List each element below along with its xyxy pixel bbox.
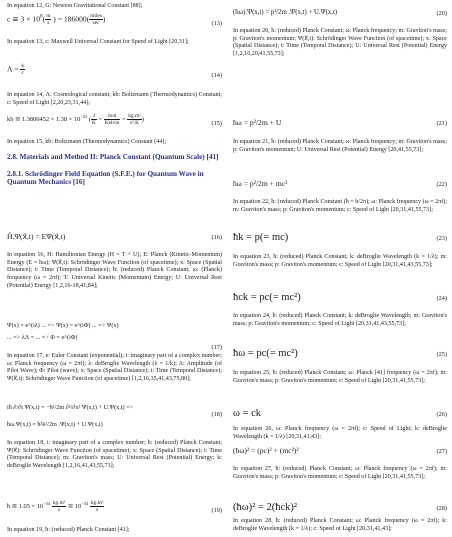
- equation-22: ħω = p²/2m + mc² (22): [233, 179, 447, 188]
- equation-number: (24): [436, 295, 447, 302]
- paragraph: In equation 13, c: Maxwell Universal Constant for Speed of Light [20,31];: [7, 39, 189, 45]
- paragraph: In equation 18, i: imaginary part of a complex number; ħ: (reduced) Planck Constant; Ψ(x⃗): Schrödinger Wave Function (of spacetime); x: Space (Spatial Distance); t: Time (Temporal Distance); m: Graviton's mass; U: Universal Rest (Potential) Energy; k: deBroglie Wavelength [1,2,16,41,43,55,73];: [7, 440, 222, 470]
- equation-number: (27): [436, 448, 447, 455]
- equation-28: (ħω)² = 2(ħck)² (28): [233, 502, 447, 513]
- equation-number: (17): [211, 344, 222, 351]
- equation-18-number-row: [7, 410, 222, 419]
- paragraph: In equation 25, ħ: (reduced) Planck Constant; ω: Planck [41] frequency (ω = 2πf); m: Graviton's mass; p: Graviton's momentum; c: Speed of Light [20,31,41,55,73];: [233, 370, 447, 384]
- equation-20: (ħω).Ψ(x,t) = p²/2m .Ψ(x,t) + U.Ψ(x,t) (20): [233, 9, 447, 17]
- paragraph: In equation 15, kb: Boltzmann (Thermodynamics) Constant [44];: [7, 139, 167, 145]
- equation-27: (ħω)² = (pc)² + (mc²)² (27): [233, 446, 447, 455]
- paragraph: In equation 12, G: Newton Gravitational Constant [88];: [7, 3, 143, 9]
- equation-number: (19): [211, 507, 222, 514]
- paragraph: In equation 23, ħ: (reduced) Planck Constant; k: deBroglie Wavelength (k = 1/λ); m: Graviton's mass; p: Graviton's momentum; c: Speed of Light [20,31,41,43,55,73];: [233, 254, 447, 268]
- fraction: $\frac{k}{c}$: [21, 63, 25, 76]
- equation-18-line-2: ħω.Ψ(x,t) = ħ²k²/2m .Ψ(x,t) + U.Ψ(x,t): [7, 421, 103, 428]
- paragraph: In equation 19, ħ: (reduced) Planck Constant [41];: [7, 527, 130, 533]
- equation-21: ħω = p²/2m + U (21): [233, 118, 447, 127]
- equation-number: (15): [211, 120, 222, 127]
- equation-number: (28): [436, 505, 447, 512]
- paragraph: In equation 27, ħ: (reduced) Planck Constant; ω: Planck frequency (ω = 2πf); m: Graviton's mass; p: Graviton's momentum; c: Speed of Light [20,31,41,55,73];: [233, 466, 447, 480]
- equation-number: (25): [436, 351, 447, 358]
- equation-17-line-2: ... => λΛ = ... => Φ = e^(iΦ): [7, 334, 78, 341]
- equation-17-number-row: [7, 343, 222, 352]
- section-heading: 2.8. Materials and Method II: Planck Constant (Quantum Scale) [41]: [7, 153, 219, 161]
- equation-number: (22): [436, 181, 447, 188]
- equation-number: (13): [211, 20, 222, 27]
- paragraph: In equation 28, ħ: (reduced) Planck Constant; ω: Planck frequency (ω = 2πf); k: deBroglie Wavelength (k = 1/λ); c: Speed of Light [20,31,41,43];: [233, 518, 447, 532]
- paragraph: In equation 21, ħ: (reduced) Planck Constant; ω: Planck frequency; m: Graviton's mass; p: Graviton's momentum; U: Universal Rest (Potential) Energy [20,41,55,73];: [233, 139, 447, 153]
- equation-number: (18): [211, 411, 222, 418]
- paragraph: In equation 22, ħ: (reduced) Planck Constant (ħ = h/2π); ω: Planck frequency (ω = 2πf); m: Graviton's mass; p: Graviton's momentum; c: Speed of Light [20,31,41,55,73];: [233, 199, 447, 213]
- subsection-heading: 2.8.1. Schrödinger Field Equation (S.F.E.) for Quantum Wave in Quantum Mechanics [16]: [7, 170, 204, 187]
- paragraph: In equation 17, e: Euler Constant (exponential); i: imaginary part of a complex number; ω: Planck frequency (ω = 2πf); λ: deBroglie Wavelength (λ = 1/k); A: Amplitude (of Pilot Wave); Φ: Pilot (wave); x: Space (Spatial Distance); t: Time (Temporal Distance); Ψ(x⃗,t): Schrödinger Wave Function (of spacetime) [1,2,16,35,41,43,75,80];: [7, 353, 222, 383]
- equation-17-line-1: Ψ(x) = e^(iλ) ... => Ψ(x) = e^(iΦ) ... => Ψ(x): [7, 322, 119, 329]
- equation-16: Ĥ.Ψ(x⃗,t) = EΨ(x⃗,t) (16): [7, 232, 222, 241]
- equation-number: (20): [436, 10, 447, 17]
- equation-24: ħck = pc(= mc²) (24): [233, 292, 447, 303]
- equation-25: ħω = pc(= mc²) (25): [233, 348, 447, 359]
- equation-number: (26): [436, 411, 447, 418]
- paragraph: In equation 26, ω: Planck frequency (ω = 2πf); c: Speed of Light; k: deBroglie Wavelength (k = 1/λ) [20,31,41,43];: [233, 426, 447, 440]
- equation-number: (14): [211, 72, 222, 79]
- fraction: $\frac{m}{s}$: [46, 13, 51, 26]
- equation-number: (16): [211, 234, 222, 241]
- equation-23: ħk = p(= mc) (23): [233, 232, 447, 243]
- equation-26: ω = ck (26): [233, 408, 447, 419]
- fraction: $\frac{\text{miles}}{\sec}$: [90, 13, 102, 26]
- equation-14: Λ = $\frac{k}{c}$ (14): [7, 63, 222, 79]
- equation-number: (23): [436, 235, 447, 242]
- paragraph: In equation 20, ħ: (reduced) Planck Constant; ω: Planck frequency; m: Graviton's mass; p: Graviton's momentum; Ψ(x⃗,t): Schrödinger Wave Function (of spacetime); x: Space (Spatial Distance); t: Time (Temporal Distance); U: Universal Rest (Potential) Energy [1,2,16,20,41,55,73];: [233, 28, 447, 58]
- equation-18-line-1: iħ ∂/∂t Ψ(x,t) = −ħ²/2m ∂²/∂x² Ψ(x,t) + U.Ψ(x,t) =>: [7, 404, 134, 411]
- equation-number: (21): [436, 120, 447, 127]
- equation-13: c ≅ $3 \times 10^8$( $\frac{m}{s}$ ) = 186000( $\frac{\text{miles}}{\sec}$ ) (13): [7, 13, 222, 27]
- equation-15: kb ≅ $1.3806452 \times 1.38 \times 10^{-23}$ ( $\frac{J}{K}$ = $\frac{\text{Joul}}{\text{Kelvin}}$ = $\frac{\text{kg.m²}}{\text{s².K}}$ ) (15): [7, 113, 222, 127]
- paragraph: In equation 24, ħ: (reduced) Planck Constant; k: deBroglie Wavelength; m: Graviton's mass; p: Graviton's momentum; c: Speed of Light [20,31,41,43,55,73];: [233, 313, 447, 327]
- paragraph: In equation 14, Λ: Cosmological constant; kb: Boltzmann (Thermodynamics) Constant; c: Speed of Light [2,20,23,31,44];: [7, 92, 222, 106]
- paragraph: In equation 16, H: Hamiltonian Energy (H = T + U); E: Planck (Kinetic-Momentum) Energy (E = ħω); Ψ(x⃗,t): Schrödinger Wave Function (of spacetime); x: Space (Spatial Distance); t: Time (Temporal Distance); ħ: (reduced) Planck Constant; ω: (Planck) frequency (ω = 2πf); T: Universal Kinetic (Momentum) Energy; U: Universal Rest (Potential) Energy [1,2,16-18,41,84];: [7, 252, 222, 289]
- equation-19: ħ ≅ $1.05 \times 10^{-34}$ $\frac{\text{kg.m²}}{s}$ ≅ $10^{-34}$ $\frac{\text{kg.m²}}{s}$ (19): [7, 500, 222, 514]
